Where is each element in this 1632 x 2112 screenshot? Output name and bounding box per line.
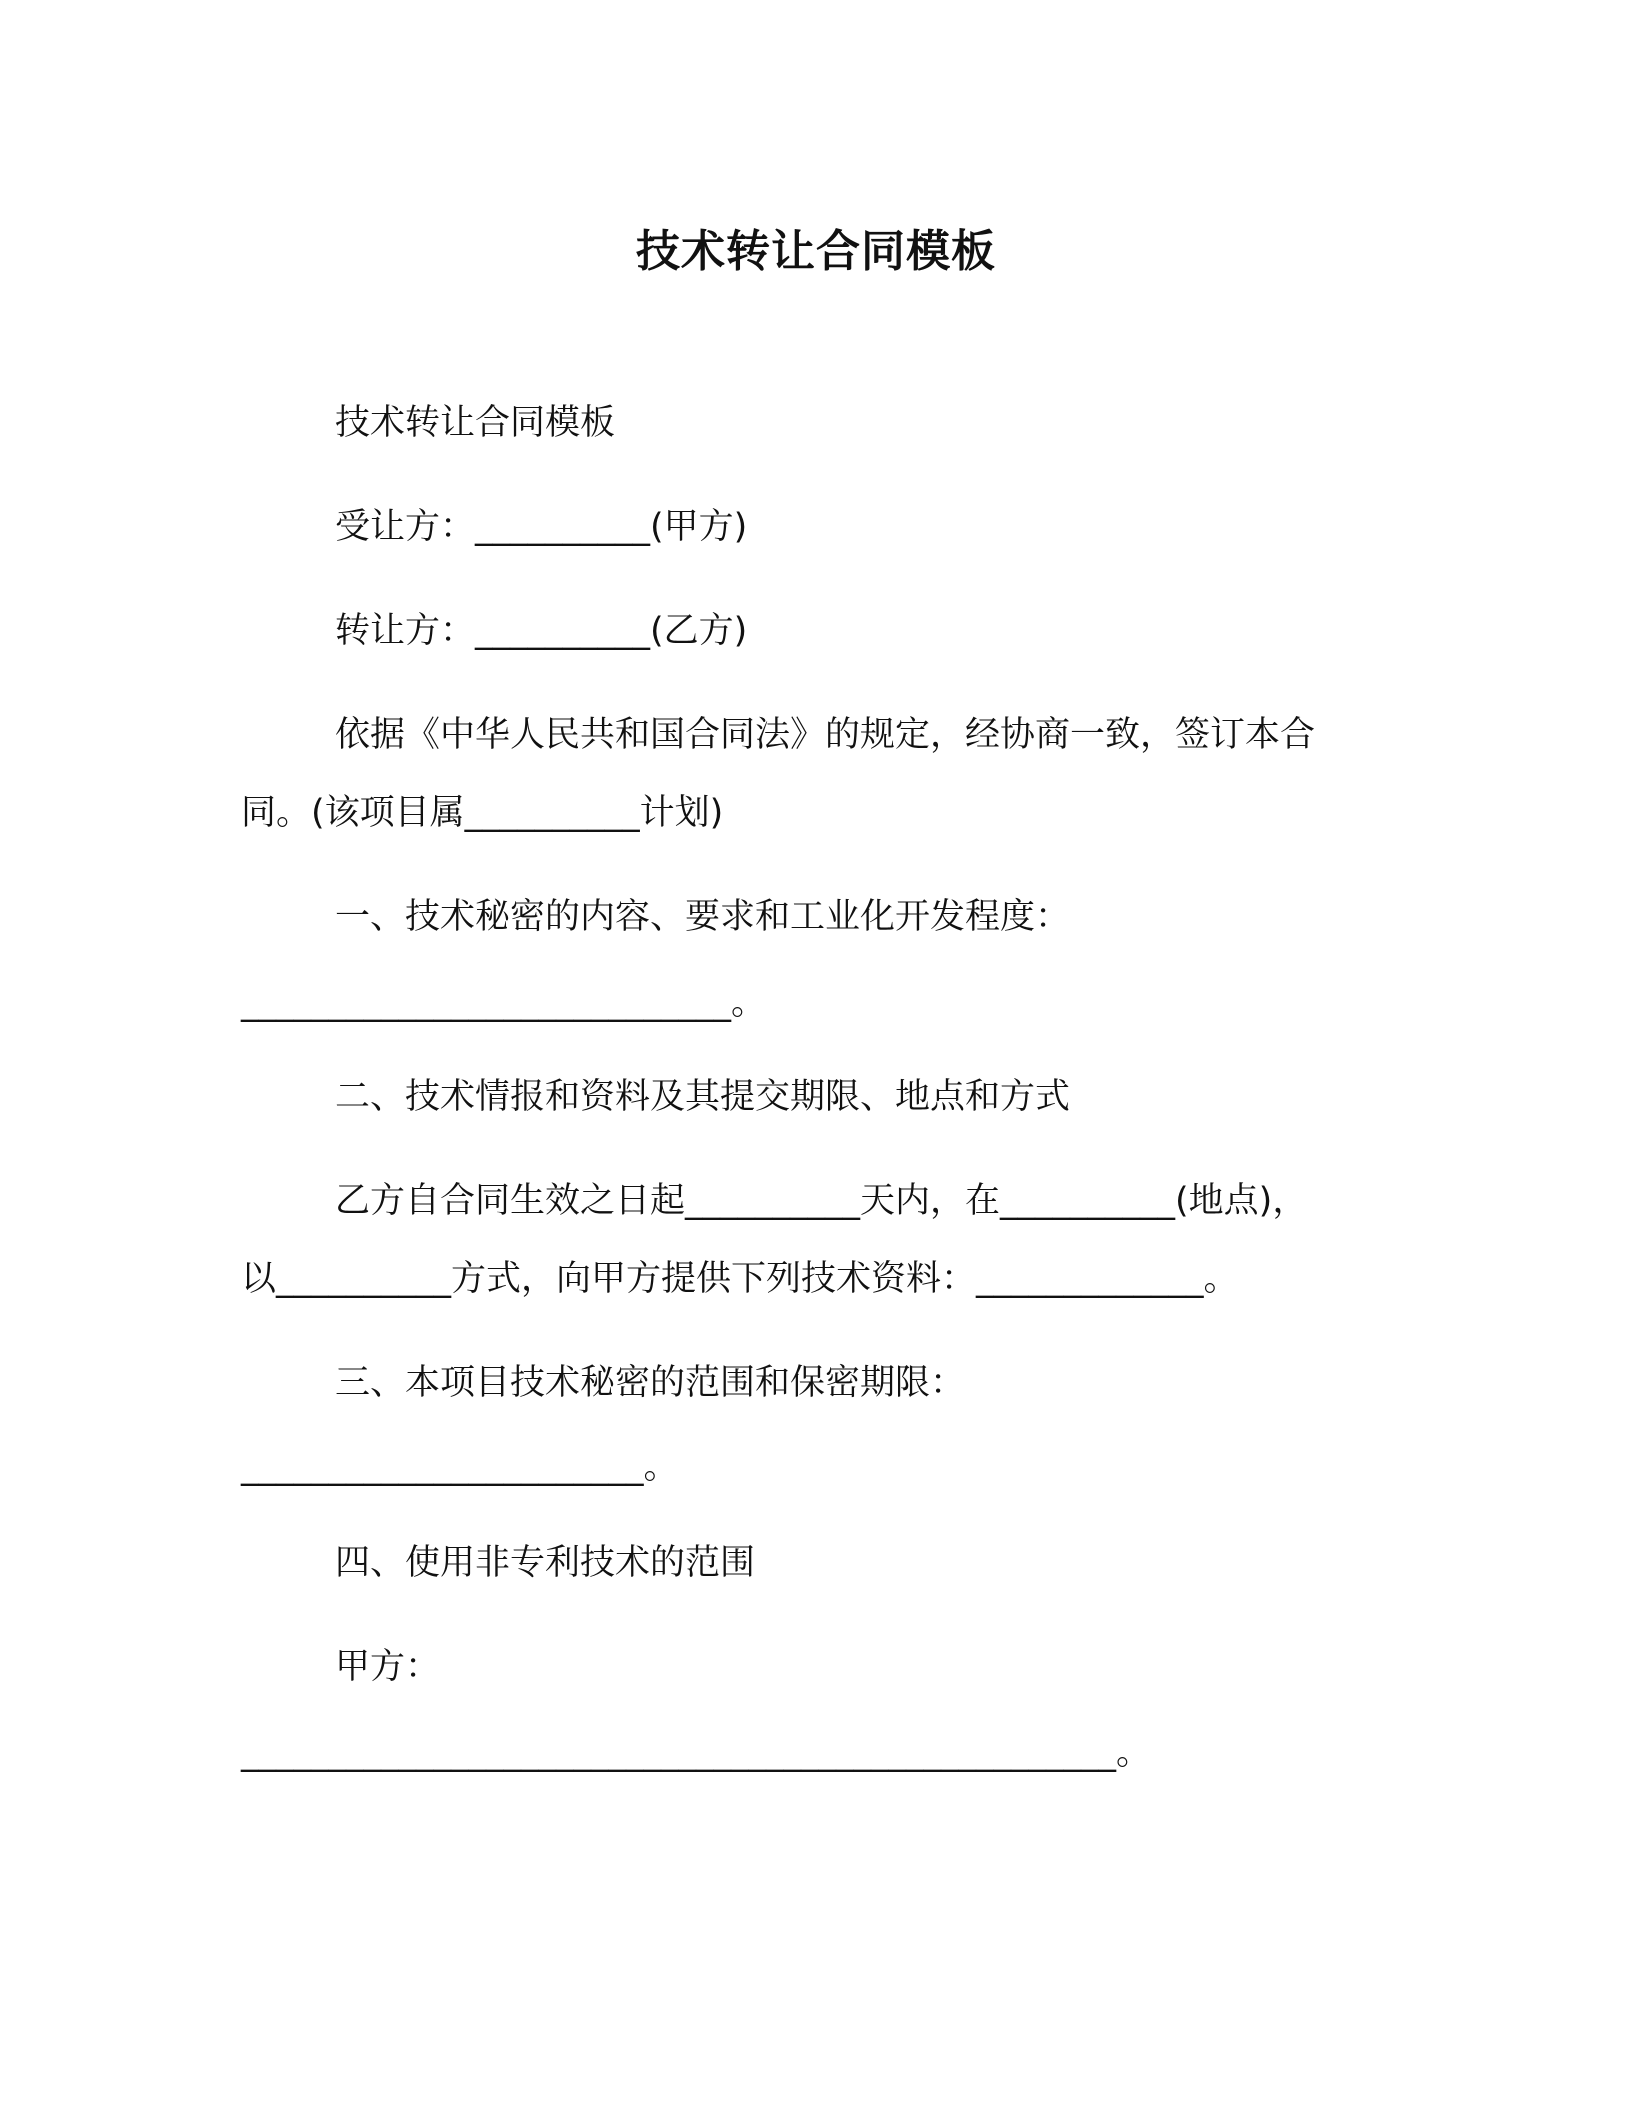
section-2-suffix: (地点)， bbox=[1175, 1181, 1308, 1221]
section-3-blank-line bbox=[241, 1442, 679, 1492]
section-1-blank-line bbox=[241, 978, 766, 1028]
assignor-suffix: (乙方) bbox=[650, 611, 748, 651]
basis-line-2 bbox=[241, 788, 723, 838]
section-3-blank: _______________________ bbox=[241, 1447, 644, 1487]
party-a-blank: __________________________________________________ bbox=[241, 1733, 1116, 1773]
section-3-heading: 三、本项目技术秘密的范围和保密期限： bbox=[335, 1363, 966, 1403]
assignor-label: 转让方： bbox=[335, 611, 476, 651]
party-a-label: 甲方： bbox=[335, 1647, 441, 1687]
party-a-blank-line bbox=[241, 1728, 1151, 1778]
section-2-materials-blank: _____________ bbox=[976, 1259, 1204, 1299]
assignor-line bbox=[335, 606, 747, 656]
assignor-blank: __________ bbox=[475, 611, 651, 651]
section-1-heading: 一、技术秘密的内容、要求和工业化开发程度： bbox=[335, 897, 1071, 937]
section-1-blank: ____________________________ bbox=[241, 983, 731, 1023]
section-2-place-blank: __________ bbox=[1000, 1181, 1176, 1221]
basis-prefix: 同。(该项目属 bbox=[241, 793, 465, 833]
section-2-line2-mid: 方式，向甲方提供下列技术资料： bbox=[451, 1259, 977, 1299]
basis-suffix: 计划) bbox=[639, 793, 724, 833]
assignee-label: 受让方： bbox=[335, 507, 476, 547]
section-2-method-blank: __________ bbox=[276, 1259, 452, 1299]
document-title: 技术转让合同模板 bbox=[636, 226, 996, 277]
section-4-heading: 四、使用非专利技术的范围 bbox=[335, 1543, 756, 1583]
basis-blank: __________ bbox=[464, 793, 640, 833]
section-3-blank-suffix: 。 bbox=[643, 1447, 679, 1487]
basis-line-1: 依据《中华人民共和国合同法》的规定，经协商一致，签订本合 bbox=[335, 715, 1316, 755]
section-2-heading: 二、技术情报和资料及其提交期限、地点和方式 bbox=[335, 1077, 1071, 1117]
assignee-suffix: (甲方) bbox=[650, 507, 748, 547]
section-2-days-blank: __________ bbox=[685, 1181, 861, 1221]
section-2-line2-prefix: 以 bbox=[241, 1259, 277, 1299]
section-1-blank-suffix: 。 bbox=[731, 983, 767, 1023]
assignee-line bbox=[335, 502, 747, 552]
section-2-prefix: 乙方自合同生效之日起 bbox=[335, 1181, 686, 1221]
section-2-body-line-1 bbox=[335, 1176, 1307, 1226]
section-2-body-line-2 bbox=[241, 1254, 1239, 1304]
party-a-blank-suffix: 。 bbox=[1116, 1733, 1152, 1773]
section-2-line2-suffix: 。 bbox=[1203, 1259, 1239, 1299]
assignee-blank: __________ bbox=[475, 507, 651, 547]
section-2-mid: 天内，在 bbox=[860, 1181, 1001, 1221]
subtitle: 技术转让合同模板 bbox=[335, 403, 616, 443]
